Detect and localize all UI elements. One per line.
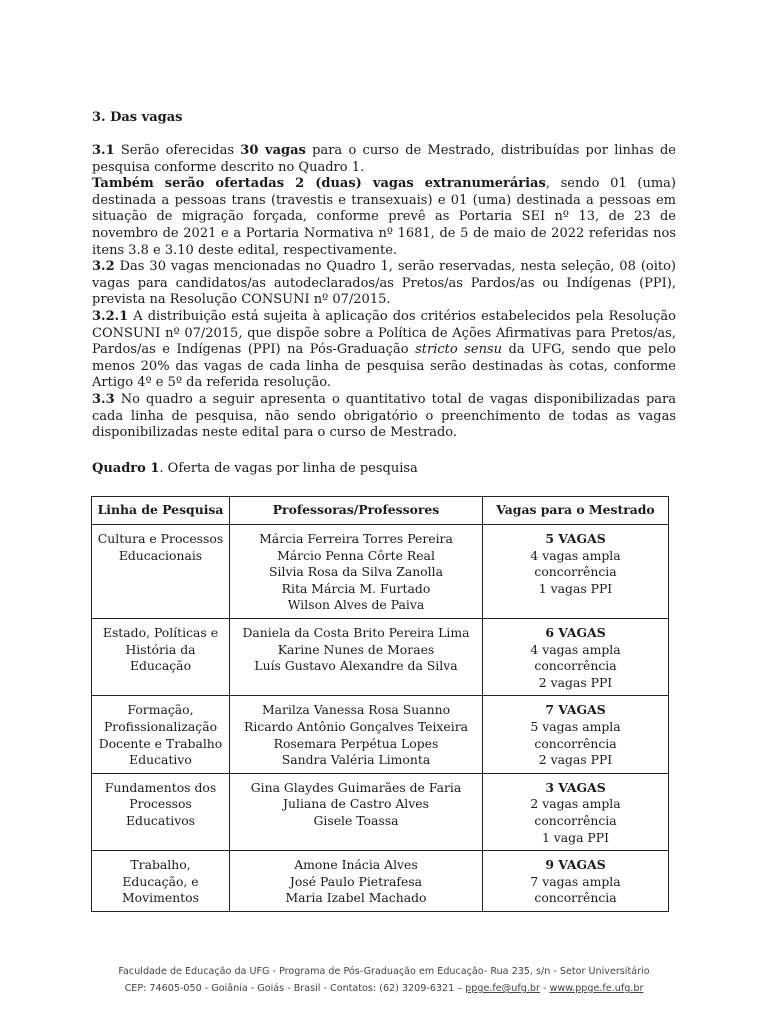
professor-name: Gina Glaydes Guimarães de Faria: [250, 779, 462, 795]
header-professores: Professoras/Professores: [230, 497, 483, 525]
vagas-detail: 7 vagas ampla: [530, 873, 621, 889]
linha-text: Trabalho,: [130, 857, 191, 873]
vagas-detail: 1 vagas PPI: [538, 580, 613, 596]
cell-vagas: [483, 696, 669, 773]
professor-name: Sandra Valéria Limonta: [281, 752, 431, 768]
item-number: 3.2.1: [92, 308, 129, 324]
page-footer: [0, 963, 768, 997]
cell-professores: [230, 851, 483, 912]
linha-text: Movimentos: [122, 890, 199, 906]
caption-label: Quadro 1: [92, 461, 160, 476]
linha-text: Educação, e: [122, 873, 199, 889]
vagas-total: 7 VAGAS: [545, 702, 606, 718]
table-row: [92, 851, 669, 912]
section-title: 3. Das vagas: [92, 110, 183, 125]
vagas-detail: 2 vagas PPI: [538, 752, 613, 768]
professor-name: Rita Márcia M. Furtado: [281, 580, 431, 596]
vagas-total: 9 VAGAS: [545, 857, 606, 873]
paragraph-text: No quadro a seguir apresenta o quantitativo total de vagas disponibilizadas para cada linha de pesquisa, não sendo obrigatório o preenchimento de todas as vagas disponibilizadas neste edital para o curso de Mestrado.: [92, 391, 676, 441]
vagas-detail: 1 vaga PPI: [541, 829, 610, 845]
vagas-total: 6 VAGAS: [545, 624, 606, 640]
table-body: [92, 525, 669, 912]
footer-separator: -: [542, 983, 547, 994]
linha-text: Educacionais: [118, 547, 203, 563]
cell-linha: [92, 525, 230, 619]
table-row: [92, 618, 669, 695]
paragraph-text: , sendo 01 (uma) destinada a pessoas trans (travestis e transexuais) e 01 (uma) destinada a pessoas em situação de migração forçada, conforme prevê as Portaria SEI nº 13, de 23 de novembro de 2021 e a Portaria Normativa nº 1681, de 5 de maio de 2022 referidas nos itens 3.8 e 3.10 deste edital, respectivamente.: [92, 176, 676, 258]
cell-linha: [92, 773, 230, 850]
highlight-text: Também serão ofertadas 2 (duas) vagas extranumerárias: [92, 176, 546, 192]
footer-contacts: [0, 980, 768, 997]
professor-name: Márcia Ferreira Torres Pereira: [259, 531, 453, 546]
section-body: [92, 143, 676, 442]
paragraph-3-2-1: [92, 309, 676, 392]
professor-name: Luís Gustavo Alexandre da Silva: [254, 658, 458, 674]
vagas-total: 3 VAGAS: [545, 779, 606, 795]
header-vagas: Vagas para o Mestrado: [483, 497, 669, 525]
table-caption: [92, 461, 418, 476]
paragraph-extranumerarias: [92, 176, 676, 259]
cell-vagas: [483, 618, 669, 695]
cell-professores: [230, 696, 483, 773]
paragraph-3-3: [92, 392, 676, 442]
linha-text: Profissionalização: [103, 718, 218, 734]
highlight-text: 30 vagas: [240, 143, 306, 158]
professor-name: Márcio Penna Côrte Real: [277, 547, 435, 563]
vagas-detail: 2 vagas PPI: [538, 674, 613, 690]
professor-name: Ricardo Antônio Gonçalves Teixeira: [243, 718, 469, 734]
professor-name: Juliana de Castro Alves: [283, 796, 429, 812]
linha-text: Fundamentos dos: [104, 779, 217, 795]
vagas-detail: 5 vagas ampla: [530, 718, 621, 734]
table-row: [92, 696, 669, 773]
vagas-total: 5 VAGAS: [545, 531, 606, 546]
footer-contact-text: CEP: 74605-050 - Goiânia - Goiás - Brasil - Contatos: (62) 3209-6321 –: [124, 983, 463, 994]
linha-text: Estado, Políticas e: [102, 624, 219, 640]
professor-name: Wilson Alves de Paiva: [287, 597, 425, 613]
footer-website-link[interactable]: www.ppge.fe.ufg.br: [549, 983, 644, 994]
paragraph-text: Das 30 vagas mencionadas no Quadro 1, serão reservadas, nesta seleção, 08 (oito) vagas para candidatos/as autodeclarados/as Pretos/as Pardos/as ou Indígenas (PPI), prevista na Resolução CONSUNI nº 07/2015.: [92, 259, 676, 308]
professor-name: José Paulo Pietrafesa: [289, 873, 423, 889]
cell-vagas: [483, 773, 669, 850]
table-row: [92, 525, 669, 619]
paragraph-3-2: [92, 259, 676, 309]
linha-text: Formação,: [127, 702, 194, 718]
cell-linha: [92, 851, 230, 912]
cell-linha: [92, 618, 230, 695]
vagas-detail: 4 vagas ampla: [530, 547, 621, 563]
paragraph-3-1: [92, 143, 676, 176]
table-row: [92, 773, 669, 850]
vagas-detail: concorrência: [534, 735, 617, 751]
header-linha: Linha de Pesquisa: [92, 497, 230, 525]
professor-name: Rosemara Perpétua Lopes: [273, 735, 439, 751]
paragraph-text: A distribuição está sujeita à aplicação dos critérios estabelecidos pela Resolução CONSUNI nº 07/2015, que dispõe sobre a Política de Ações Afirmativas para Pretos/as, Pardos/as e Indígenas (PPI) na Pós-Graduação: [92, 308, 676, 358]
cell-vagas: [483, 851, 669, 912]
linha-text: Educação: [129, 658, 192, 674]
paragraph-text: da UFG, sendo que pelo menos 20% das vagas de cada linha de pesquisa serão destinadas às cotas, conforme Artigo 4º e 5º da referida resolução.: [92, 342, 677, 391]
professor-name: Silvia Rosa da Silva Zanolla: [269, 564, 443, 580]
cell-professores: [230, 773, 483, 850]
vagas-table: [91, 496, 669, 912]
linha-text: Cultura e Processos: [97, 531, 224, 546]
vagas-detail: concorrência: [534, 658, 617, 674]
caption-text: . Oferta de vagas por linha de pesquisa: [159, 461, 418, 476]
paragraph-text: Serão oferecidas: [120, 143, 234, 158]
professor-name: Maria Izabel Machado: [285, 890, 427, 906]
vagas-detail: 4 vagas ampla: [530, 641, 621, 657]
italic-text: stricto sensu: [415, 342, 502, 358]
item-number: 3.3: [92, 391, 115, 407]
table-header-row: [92, 497, 669, 525]
cell-linha: [92, 696, 230, 773]
linha-text: Docente e Trabalho: [98, 735, 223, 751]
cell-vagas: [483, 525, 669, 619]
professor-name: Karine Nunes de Moraes: [277, 641, 435, 657]
professor-name: Marilza Vanessa Rosa Suanno: [261, 702, 451, 718]
paragraph-text: para o curso de Mestrado, distribuídas por linhas de pesquisa conforme descrito no Quadro 1.: [92, 143, 676, 175]
footer-address: Faculdade de Educação da UFG - Programa de Pós-Graduação em Educação- Rua 235, s/n - Setor Universitário: [118, 966, 650, 977]
vagas-detail: concorrência: [534, 890, 617, 906]
professor-name: Daniela da Costa Brito Pereira Lima: [242, 624, 470, 640]
vagas-detail: concorrência: [534, 812, 617, 828]
linha-text: História da: [125, 641, 196, 657]
linha-text: Educativos: [125, 812, 196, 828]
cell-professores: [230, 618, 483, 695]
item-number: 3.2: [92, 259, 115, 275]
vagas-detail: concorrência: [534, 564, 617, 580]
footer-email-link[interactable]: ppge.fe@ufg.br: [465, 983, 540, 994]
item-number: 3.1: [92, 143, 115, 158]
linha-text: Processos: [129, 796, 192, 812]
professor-name: Gisele Toassa: [313, 812, 399, 828]
linha-text: Educativo: [129, 752, 192, 768]
vagas-detail: 2 vagas ampla: [530, 796, 621, 812]
cell-professores: [230, 525, 483, 619]
professor-name: Amone Inácia Alves: [294, 857, 418, 873]
